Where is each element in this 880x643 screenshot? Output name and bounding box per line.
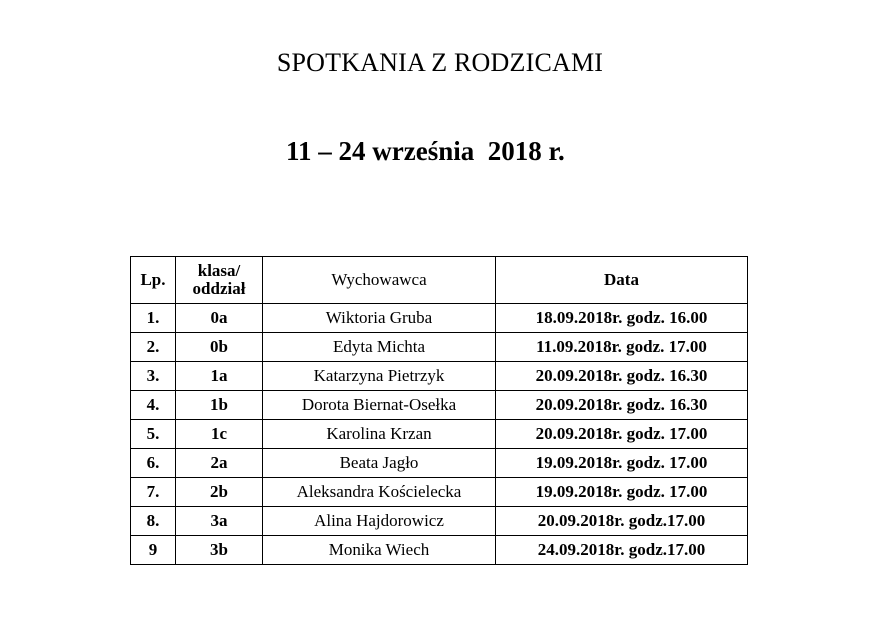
page-title: SPOTKANIA Z RODZICAMI xyxy=(276,48,604,77)
cell-lp: 7. xyxy=(131,478,176,507)
cell-klasa: 3b xyxy=(176,536,263,565)
cell-klasa: 2a xyxy=(176,449,263,478)
cell-wychowawca: Edyta Michta xyxy=(263,333,496,362)
header-row xyxy=(131,257,748,304)
schedule-table xyxy=(130,256,748,565)
cell-klasa: 1a xyxy=(176,362,263,391)
cell-data: 19.09.2018r. godz. 17.00 xyxy=(496,449,748,478)
cell-data: 20.09.2018r. godz. 16.30 xyxy=(496,362,748,391)
cell-data: 11.09.2018r. godz. 17.00 xyxy=(496,333,748,362)
cell-lp: 6. xyxy=(131,449,176,478)
cell-wychowawca: Beata Jagło xyxy=(263,449,496,478)
table-row xyxy=(131,507,748,536)
cell-klasa: 0a xyxy=(176,304,263,333)
cell-data: 20.09.2018r. godz.17.00 xyxy=(496,507,748,536)
cell-wychowawca: Monika Wiech xyxy=(263,536,496,565)
cell-wychowawca: Dorota Biernat-Osełka xyxy=(263,391,496,420)
cell-data: 24.09.2018r. godz.17.00 xyxy=(496,536,748,565)
cell-wychowawca: Katarzyna Pietrzyk xyxy=(263,362,496,391)
cell-lp: 4. xyxy=(131,391,176,420)
cell-wychowawca: Alina Hajdorowicz xyxy=(263,507,496,536)
cell-data: 20.09.2018r. godz. 16.30 xyxy=(496,391,748,420)
table-row xyxy=(131,478,748,507)
date-range: 11 – 24 września 2018 r. xyxy=(286,136,565,166)
table-row xyxy=(131,420,748,449)
header-wychowawca: Wychowawca xyxy=(263,257,496,304)
cell-klasa: 2b xyxy=(176,478,263,507)
cell-klasa: 1b xyxy=(176,391,263,420)
cell-lp: 8. xyxy=(131,507,176,536)
table-row xyxy=(131,304,748,333)
cell-wychowawca: Karolina Krzan xyxy=(263,420,496,449)
table-row xyxy=(131,536,748,565)
table-row xyxy=(131,362,748,391)
cell-data: 18.09.2018r. godz. 16.00 xyxy=(496,304,748,333)
table-row xyxy=(131,391,748,420)
cell-lp: 9 xyxy=(131,536,176,565)
cell-lp: 2. xyxy=(131,333,176,362)
header-data: Data xyxy=(496,257,748,304)
cell-lp: 3. xyxy=(131,362,176,391)
cell-klasa: 3a xyxy=(176,507,263,536)
table-row xyxy=(131,449,748,478)
header-klasa-line2: oddział xyxy=(192,279,246,298)
cell-wychowawca: Wiktoria Gruba xyxy=(263,304,496,333)
cell-data: 20.09.2018r. godz. 17.00 xyxy=(496,420,748,449)
cell-klasa: 1c xyxy=(176,420,263,449)
cell-lp: 5. xyxy=(131,420,176,449)
cell-klasa: 0b xyxy=(176,333,263,362)
cell-lp: 1. xyxy=(131,304,176,333)
cell-data: 19.09.2018r. godz. 17.00 xyxy=(496,478,748,507)
table-row xyxy=(131,333,748,362)
header-klasa-line1: klasa/ xyxy=(197,261,241,280)
header-lp: Lp. xyxy=(131,257,176,304)
cell-wychowawca: Aleksandra Kościelecka xyxy=(263,478,496,507)
header-klasa xyxy=(176,257,263,304)
